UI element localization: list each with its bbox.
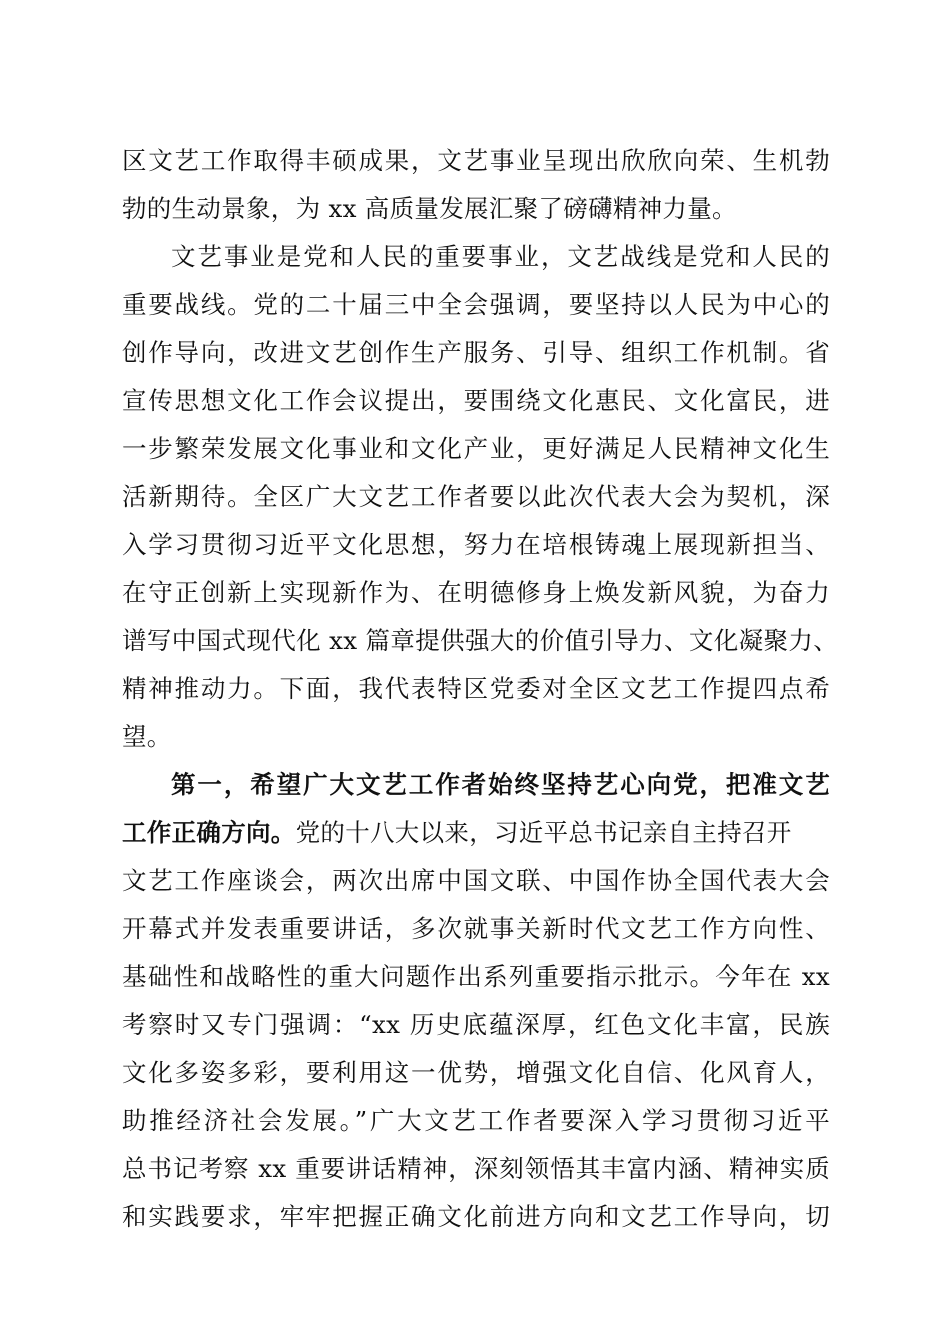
text-line: 文化多姿多彩，要利用这一优势，增强文化自信、化风育人，	[122, 1058, 830, 1087]
paragraph-start-line: 文艺事业是党和人民的重要事业，文艺战线是党和人民的	[171, 242, 830, 271]
text-line: 望。	[122, 722, 172, 751]
text-line: 活新期待。全区广大文艺工作者要以此次代表大会为契机，深	[122, 482, 830, 511]
section-heading-line: 第一，希望广大文艺工作者始终坚持艺心向党，把准文艺	[171, 770, 830, 799]
text-line: 考察时又专门强调：“xx 历史底蕴深厚，红色文化丰富，民族	[122, 1010, 830, 1039]
text-span: 党的十八大以来，习近平总书记亲自主持召开	[295, 818, 792, 847]
text-line: 入学习贯彻习近平文化思想，努力在培根铸魂上展现新担当、	[122, 530, 830, 559]
text-line: 总书记考察 xx 重要讲话精神，深刻领悟其丰富内涵、精神实质	[122, 1154, 830, 1183]
text-line: 基础性和战略性的重大问题作出系列重要指示批示。今年在 xx	[122, 962, 830, 991]
text-line: 助推经济社会发展。”广大文艺工作者要深入学习贯彻习近平	[122, 1106, 830, 1135]
text-line: 在守正创新上实现新作为、在明德修身上焕发新风貌，为奋力	[122, 578, 830, 607]
text-line: 文艺工作座谈会，两次出席中国文联、中国作协全国代表大会	[122, 866, 830, 895]
text-line: 区文艺工作取得丰硕成果，文艺事业呈现出欣欣向荣、生机勃	[122, 146, 830, 175]
text-line: 谱写中国式现代化 xx 篇章提供强大的价值引导力、文化凝聚力、	[122, 626, 838, 655]
text-line	[122, 809, 830, 857]
text-line: 重要战线。党的二十届三中全会强调，要坚持以人民为中心的	[122, 290, 830, 319]
text-line: 宣传思想文化工作会议提出，要围绕文化惠民、文化富民，进	[122, 386, 830, 415]
text-line: 勃的生动景象，为 xx 高质量发展汇聚了磅礴精神力量。	[122, 194, 737, 223]
text-line: 和实践要求，牢牢把握正确文化前进方向和文艺工作导向，切	[122, 1202, 830, 1231]
text-line: 开幕式并发表重要讲话，多次就事关新时代文艺工作方向性、	[122, 914, 830, 943]
text-line: 精神推动力。下面，我代表特区党委对全区文艺工作提四点希	[122, 674, 830, 703]
text-line: 创作导向，改进文艺创作生产服务、引导、组织工作机制。省	[122, 338, 830, 367]
section-heading-tail: 工作正确方向。	[122, 818, 296, 847]
text-line: 一步繁荣发展文化事业和文化产业，更好满足人民精神文化生	[122, 434, 830, 463]
